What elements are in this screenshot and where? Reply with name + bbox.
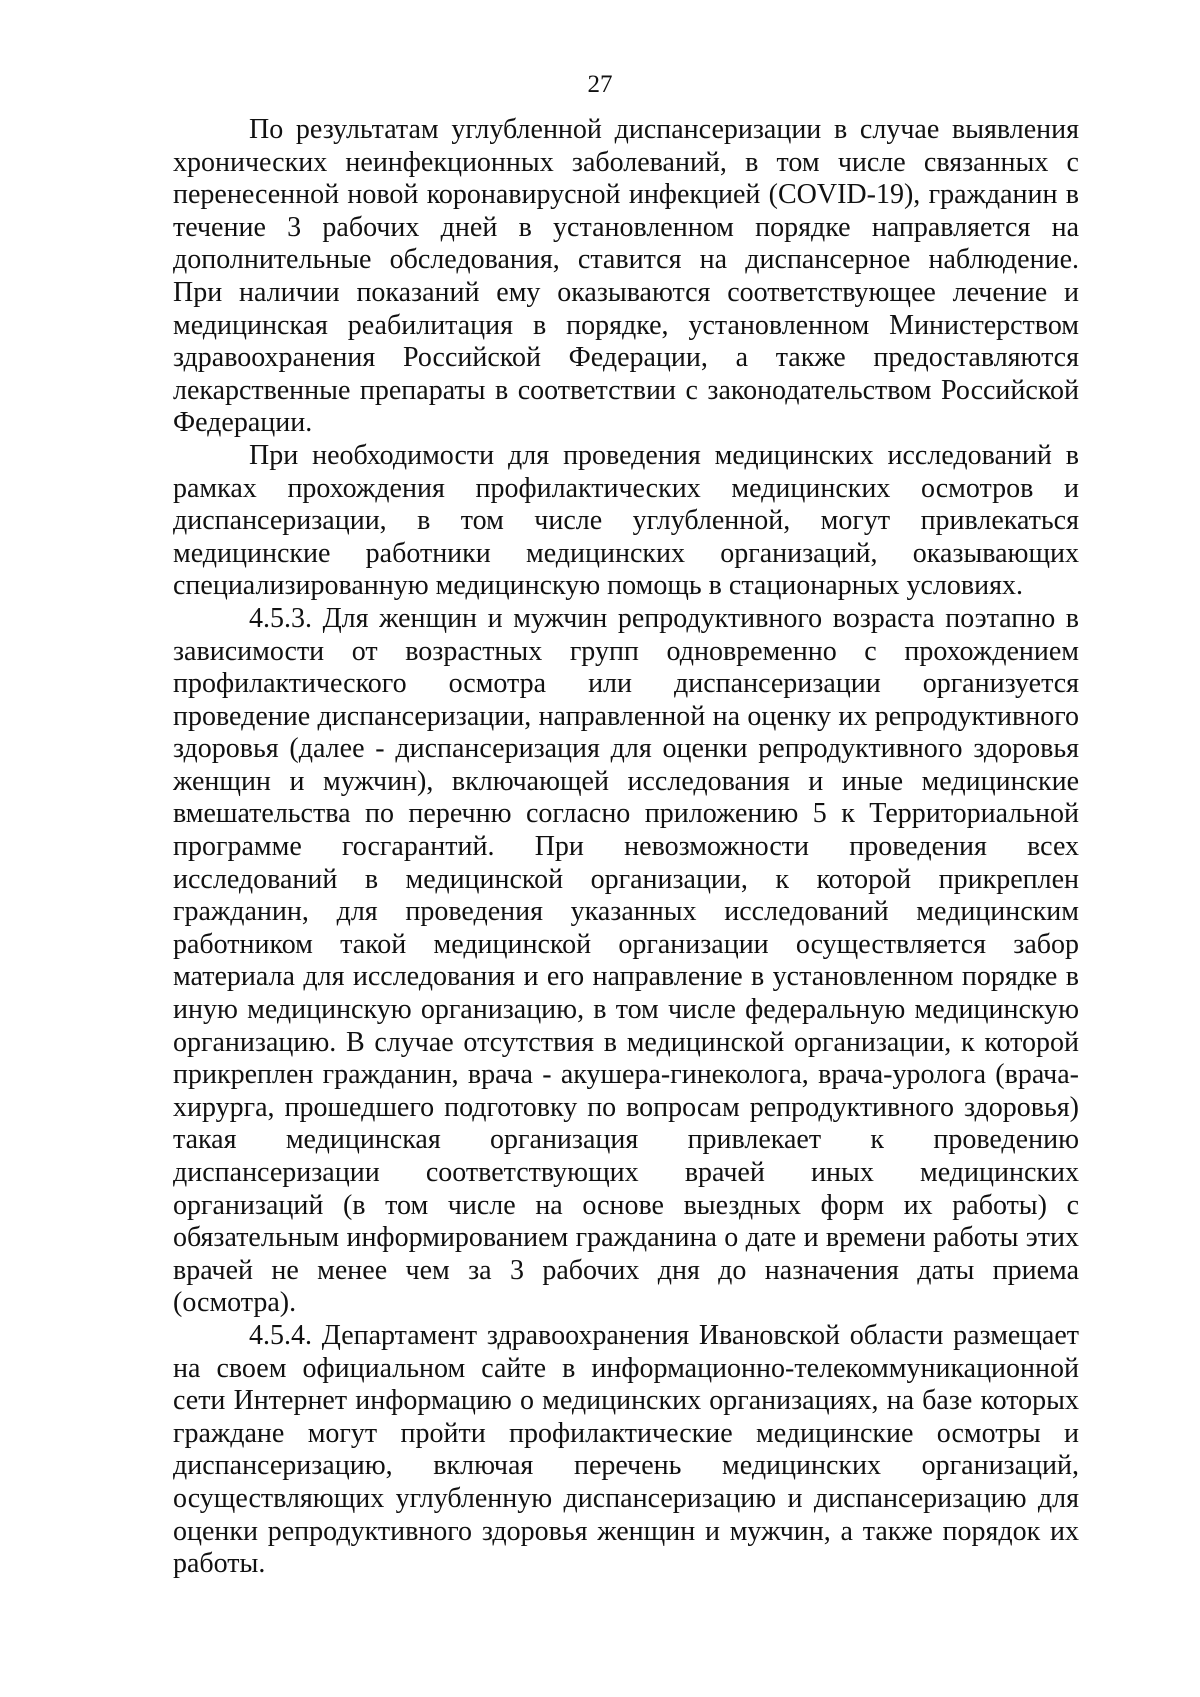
page-number: 27 [587,71,613,98]
document-body [173,114,1079,1581]
paragraph-medical-workers: При необходимости для проведения медицинских исследований в рамках прохождения профилактических медицинских осмотров и диспансеризации, в том числе углубленной, могут привлекаться медицинские работники медицинских организаций, оказывающих специализированную медицинскую помощь в стационарных условиях. [173,439,1079,602]
paragraph-section-4-5-3: 4.5.3. Для женщин и мужчин репродуктивного возраста поэтапно в зависимости от возрастных групп одновременно с прохождением профилактического осмотра или диспансеризации организуется проведение диспансеризации, направленной на оценку их репродуктивного здоровья (далее - диспансеризация для оценки репродуктивного здоровья женщин и мужчин), включающей исследования и иные медицинские вмешательства по перечню согласно приложению 5 к Территориальной программе госгарантий. При невозможности проведения всех исследований в медицинской организации, к которой прикреплен гражданин, для проведения указанных исследований медицинским работником такой медицинской организации осуществляется забор материала для исследования и его направление в установленном порядке в иную медицинскую организацию, в том числе федеральную медицинскую организацию. В случае отсутствия в медицинской организации, к которой прикреплен гражданин, врача - акушера-гинеколога, врача-уролога (врача-хирурга, прошедшего подготовку по вопросам репродуктивного здоровья) такая медицинская организация привлекает к проведению диспансеризации соответствующих врачей иных медицинских организаций (в том числе на основе выездных форм их работы) с обязательным информированием гражданина о дате и времени работы этих врачей не менее чем за 3 рабочих дня до назначения даты приема (осмотра). [173,602,1079,1319]
paragraph-deep-screening-results: По результатам углубленной диспансеризации в случае выявления хронических неинфекционных заболеваний, в том числе связанных с перенесенной новой коронавирусной инфекцией (COVID-19), гражданин в течение 3 рабочих дней в установленном порядке направляется на дополнительные обследования, ставится на диспансерное наблюдение. При наличии показаний ему оказываются соответствующее лечение и медицинская реабилитация в порядке, установленном Министерством здравоохранения Российской Федерации, а также предоставляются лекарственные препараты в соответствии с законодательством Российской Федерации. [173,114,1079,439]
paragraph-section-4-5-4: 4.5.4. Департамент здравоохранения Ивановской области размещает на своем официальном сайте в информационно-телекоммуникационной сети Интернет информацию о медицинских организациях, на базе которых граждане могут пройти профилактические медицинские осмотры и диспансеризацию, включая перечень медицинских организаций, осуществляющих углубленную диспансеризацию и диспансеризацию для оценки репродуктивного здоровья женщин и мужчин, а также порядок их работы. [173,1319,1079,1580]
